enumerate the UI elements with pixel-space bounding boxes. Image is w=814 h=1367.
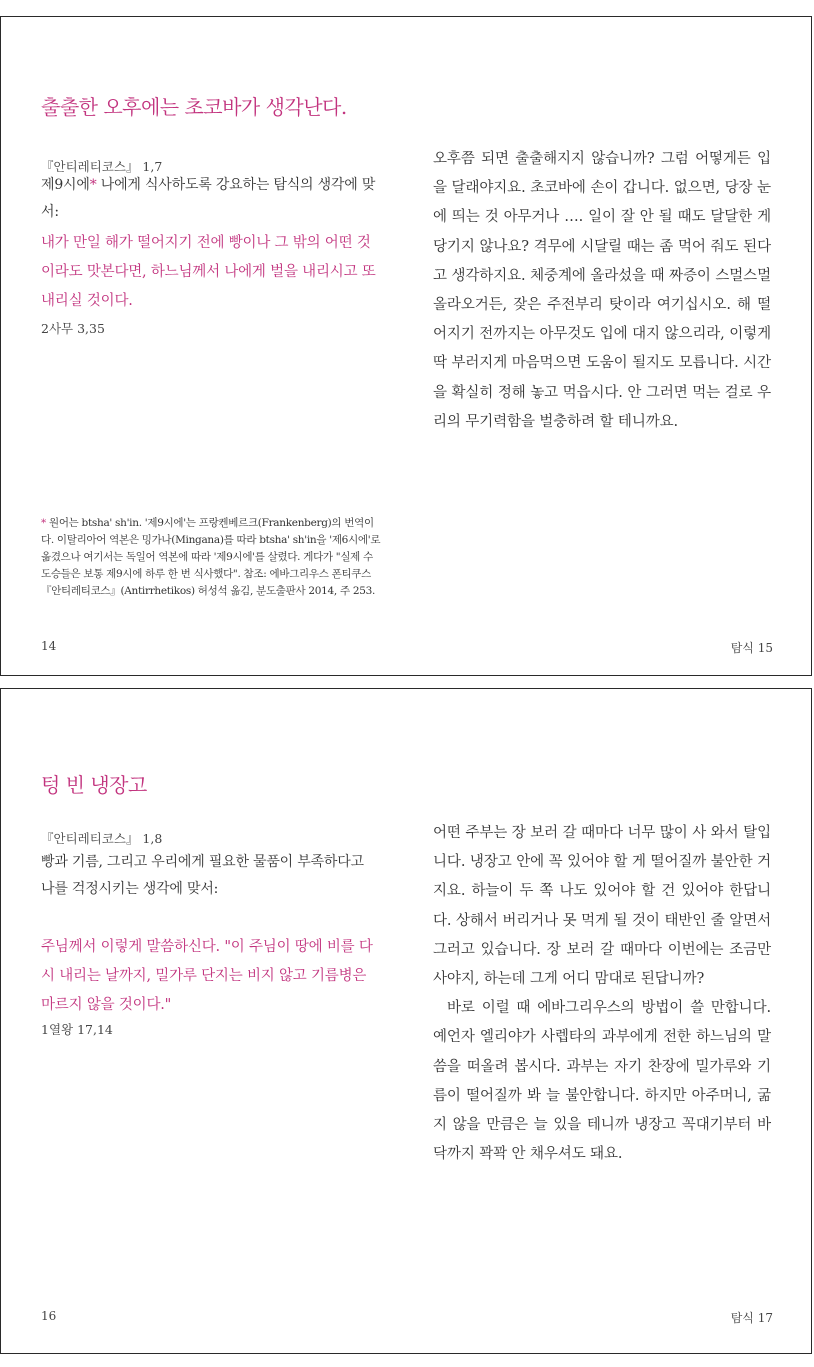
body-paragraph-1: 어떤 주부는 장 보러 갈 때마다 너무 많이 사 와서 탈입니다. 냉장고 안에 꼭 있어야 할 게 떨어질까 불안한 거지요. 하늘이 두 쪽 나도 있어야 할 건 있어야 한답니다. 상해서 버리거나 못 먹게 될 것이 태반인 줄 알면서 그러고 있습니다. 장 보러 갈 때마다 이번에는 조금만 사야지, 하는데 그게 어디 맘대로 된답니까? [433, 825, 771, 988]
page-number: 17 [757, 1311, 773, 1325]
intro-text-start: 제9시에 [41, 177, 90, 193]
book-spread-pages-16-17 [0, 688, 812, 1354]
body-paragraph: 오후쯤 되면 출출해지지 않습니까? 그럼 어떻게든 입을 달래야지요. 초코바에 손이 갑니다. 없으면, 당장 눈에 띄는 것 아무거나 …. 일이 잘 안 될 때도 달달한 게 당기지 않나요? 격무에 시달릴 때는 좀 먹어 줘도 된다고 생각하지요. 체중계에 올라섰을 때 짜증이 스멀스멀 올라오거든, 잦은 주전부리 탓이라 여기십시오. 해 떨어지기 전까지는 아무것도 입에 대지 않으리라, 이렇게 딱 부러지게 마음먹으면 도움이 될지도 모릅니다. 시간을 확실히 정해 놓고 먹읍시다. 안 그러면 먹는 걸로 우리의 무기력함을 벌충하려 할 테니까요. [433, 151, 771, 430]
running-header: 탐식 [730, 641, 754, 655]
chapter-title: 출출한 오후에는 초코바가 생각난다. [41, 95, 347, 119]
page-number-right [731, 639, 773, 656]
footnote-mark: * [41, 517, 46, 529]
intro-text: 빵과 기름, 그리고 우리에게 필요한 물품이 부족하다고 나를 걱정시키는 생각에 맞서: [41, 854, 364, 897]
scripture-reference: 1열왕 17,14 [41, 1022, 113, 1037]
footnote [41, 515, 381, 600]
footnote-marker: * [89, 177, 97, 193]
scripture-quote: 내가 만일 해가 떨어지기 전에 빵이나 그 밖의 어떤 것이라도 맛본다면, 하느님께서 나에게 벌을 내리시고 또 내리실 것이다. [41, 235, 376, 309]
page-number: 15 [757, 641, 773, 655]
scripture-reference: 2사무 3,35 [41, 321, 105, 336]
page-number-left: 16 [41, 1309, 57, 1323]
running-header: 탐식 [730, 1311, 754, 1325]
body-text [433, 145, 771, 437]
footnote-text: 원어는 btsha' sh'in. '제9시에'는 프랑켄베르크(Frankenberg)의 번역이다. 이탈리아어 역본은 밍가나(Mingana)를 따라 btsha' sh'in을 '제6시에'로 옮겼으나 여기서는 독일어 역본에 따라 '제9시에'를 살렸다. 게다가 "실제 수도승들은 보통 제9시에 하루 한 번 식사했다". 참조: 에바그리우스 폰티쿠스 『안티레티코스』(Antirrhetikos) 허성석 옮김, 분도출판사 2014, 주 253. [41, 517, 381, 597]
intro-text [41, 172, 381, 226]
source-citation: 『안티레티코스』 1,8 [41, 831, 163, 846]
page-number-right [731, 1309, 773, 1326]
source-citation: 『안티레티코스』 1,7 [41, 159, 163, 174]
body-paragraph-2: 바로 이럴 때 에바그리우스의 방법이 쓸 만합니다. 예언자 엘리야가 사렙타의 과부에게 전한 하느님의 말씀을 떠올려 봅시다. 과부는 자기 찬장에 밀가루와 기름이 떨어질까 봐 늘 불안합니다. 하지만 아주머니, 굶지 않을 만큼은 늘 있을 테니까 냉장고 꼭대기부터 바닥까지 꽉꽉 안 채우셔도 돼요. [433, 1000, 771, 1163]
intro-text-end: 나에게 식사하도록 강요하는 탐식의 생각에 맞서: [41, 177, 376, 220]
body-text [433, 819, 771, 1169]
chapter-title: 텅 빈 냉장고 [41, 773, 147, 797]
book-spread-pages-14-15 [0, 16, 812, 676]
scripture-quote: 주님께서 이렇게 말씀하신다. "이 주님이 땅에 비를 다시 내리는 날까지, 밀가루 단지는 비지 않고 기름병은 마르지 않을 것이다." [41, 939, 373, 1013]
page-number-left: 14 [41, 639, 57, 653]
